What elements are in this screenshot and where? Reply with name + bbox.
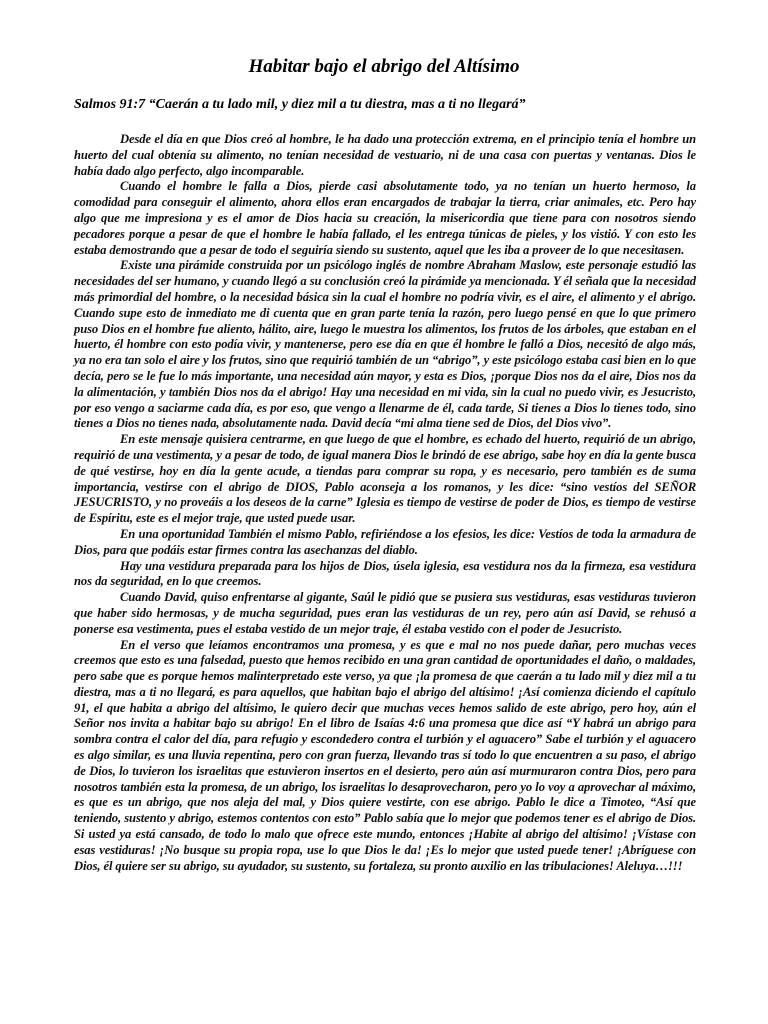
document-title: Habitar bajo el abrigo del Altísimo: [248, 56, 520, 77]
paragraph: En este mensaje quisiera centrarme, en que luego de que el hombre, es echado del huerto, requirió de un abrigo, requirió de una vestimenta, y a pesar de todo, de igual manera Dios le brindó de ese abrigo, sabe hoy en día la gente busca de qué vestirse, hoy en día la gente acude, a tiendas para comprar su ropa, y es necesario, pero también es de suma importancia, vestirse con el abrigo de DIOS, Pablo aconseja a los romanos, y les dice: “sino vestíos del SEÑOR JESUCRISTO, y no proveáis a los deseos de la carne” Iglesia es tiempo de vestirse de poder de Dios, es tiempo de vestirse de Espíritu, este es el mejor traje, que usted puede usar.: [74, 432, 696, 526]
paragraph: En una oportunidad También el mismo Pablo, refiriéndose a los efesios, les dice: Vestíos de toda la armadura de Dios, para que podáis estar firmes contra las asechanzas del diablo.: [74, 526, 696, 557]
paragraph: Cuando el hombre le falla a Dios, pierde casi absolutamente todo, ya no tenían un huerto hermoso, la comodidad para conseguir el alimento, ahora ellos eran encargados de trabajar la tierra, criar animales, etc. Pero hay algo que me impresiona y es el amor de Dios hacia su creación, la misericordia que tiene para con nosotros siendo pecadores porque a pesar de que el hombre le había fallado, el les entrega túnicas de pieles, y los vistió. Y con esto les estaba demostrando que a pesar de todo el seguiría siendo su sustento, aquel que les iba a proveer de lo que necesitasen.: [74, 179, 696, 257]
paragraph: Cuando David, quiso enfrentarse al gigante, Saúl le pidió que se pusiera sus vestiduras, esas vestiduras tuvieron que haber sido hermosas, y de mucha seguridad, pues eran las vestiduras de un rey, pero aún así David, se rehusó a ponerse esa vestimenta, pues el estaba vestido de un mejor traje, él estaba vestido con el poder de Jesucristo.: [74, 590, 696, 636]
epigraph-verse: Salmos 91:7 “Caerán a tu lado mil, y diez mil a tu diestra, mas a ti no llegará”: [74, 97, 526, 112]
paragraph: En el verso que leíamos encontramos una promesa, y es que e mal no nos puede dañar, pero muchas veces creemos que esto es una falsedad, puesto que hemos recibido en una gran cantidad de oportunidades el daño, o maldades, pero sabe que es porque hemos malinterpretado este verso, ya que ¡la promesa de que caerán a tu lado mil y diez mil a tu diestra, mas a ti no llegará, es para aquellos, que habitan bajo el abrigo del altísimo! ¡Así comienza diciendo el capítulo 91, el que habita a abrigo del altísimo, le quiero decir que muchas veces hemos salido de este abrigo, pero hoy, aún el Señor nos invita a habitar bajo su abrigo! En el libro de Isaías 4:6 una promesa que dice así “Y habrá un abrigo para sombra contra el calor del día, para refugio y escondedero contra el turbión y el aguacero” Sabe el turbión y el aguacero es algo similar, es una lluvia repentina, pero con gran fuerza, llevando tras sí todo lo que encuentren a su paso, el abrigo de Dios, lo tuvieron los israelitas que estuvieron insertos en el desierto, pero aún así murmuraron contra Dios, pero para nosotros también esta la promesa, de un abrigo, los israelitas lo desaprovecharon, pero yo lo voy a aprovechar al máximo, es que es un abrigo, que nos aleja del mal, y Dios quiere vestirte, con ese abrigo. Pablo le dice a Timoteo, “Así que teniendo, sustento y abrigo, estemos contentos con esto” Pablo sabía que lo mejor que podemos tener es el abrigo de Dios. Si usted ya está cansado, de todo lo malo que ofrece este mundo, entonces ¡Habite al abrigo del altísimo! ¡Vístase con esas vestiduras! ¡No busque su propia ropa, use lo que Dios le da! ¡Es lo mejor que usted puede tener! ¡Abríguese con Dios, él quiere ser su abrigo, su ayudador, su sustento, su fortaleza, su pronto auxilio en las tribulaciones! Aleluya…!!!: [74, 637, 696, 873]
paragraph: Hay una vestidura preparada para los hijos de Dios, úsela iglesia, esa vestidura nos da la firmeza, esa vestidura nos da seguridad, en lo que creemos.: [74, 558, 696, 589]
paragraph: Existe una pirámide construida por un psicólogo inglés de nombre Abraham Maslow, este personaje estudió las necesidades del ser humano, y cuando llegó a su conclusión creó la pirámide ya mencionada. Y él señala que la necesidad más primordial del hombre, o la necesidad básica sin la cual el hombre no podría vivir, es el aire, el alimento y el abrigo. Cuando supe esto de inmediato me di cuenta que en gran parte tenía la razón, pero luego pensé en que lo que primero puso Dios en el hombre fue aliento, hálito, aire, luego le muestra los alimentos, los frutos de los árboles, que estaban en el huerto, él hombre con esto podía vivir, y mantenerse, pero ese día en que él hombre le falló a Dios, necesitó de algo más, ya no era tan solo el aire y los frutos, sino que requirió también de un “abrigo”, y este psicólogo estaba casi bien en lo que decía, pero se le fue lo más importante, una necesidad aún mayor, y esta es Dios, ¡porque Dios nos da el aire, Dios nos da la alimentación, y también Dios nos da el abrigo! Hay una necesidad en mi vida, sin la cual no puedo vivir, es Jesucristo, por eso vengo a saciarme cada día, es por eso, que vengo a llenarme de él, cada tarde, Si tienes a Dios lo tienes todo, sino tienes a Dios no tienes nada, absolutamente nada. David decía “mi alma tiene sed de Dios, del Dios vivo”.: [74, 258, 696, 431]
document-body: [74, 132, 696, 874]
paragraph: Desde el día en que Dios creó al hombre, le ha dado una protección extrema, en el principio tenía el hombre un huerto del cual obtenía su alimento, no tenían necesidad de vestuario, ni de una casa con puertas y ventanas. Dios le había dado algo perfecto, algo incomparable.: [74, 132, 696, 178]
